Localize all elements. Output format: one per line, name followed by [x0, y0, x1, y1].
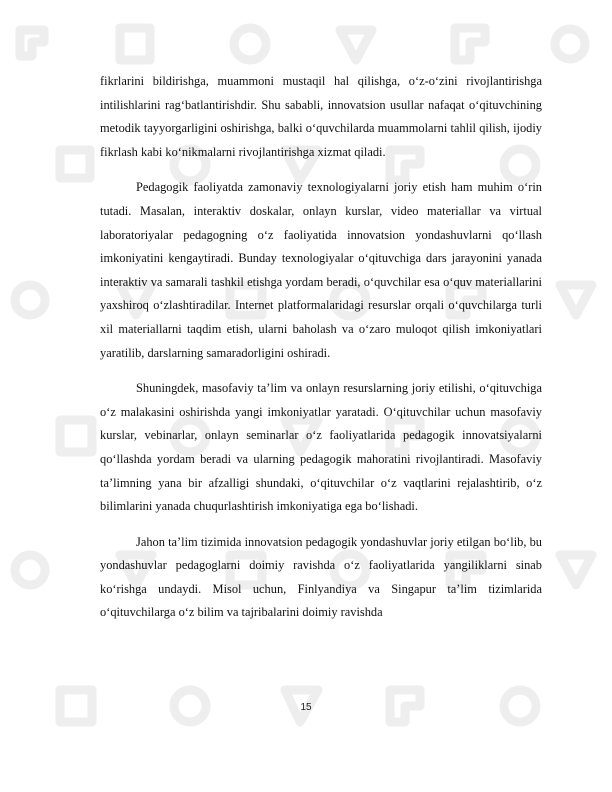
paragraph-3: Shuningdek, masofaviy ta’lim va onlayn resurslarning joriy etilishi, o‘qituvchiga o‘z malakasini oshirishda yangi imkoniyatlar yaratadi. O‘qituvchilar uchun masofaviy kurslar, vebinarlar, onlayn seminarlar o‘z faoliyatlarida pedagogik innovatsiyalarni qo‘llashda yordam beradi va ularning pedagogik mahoratini rivojlantiradi. Masofaviy ta’limning yana bir afzalligi shundaki, o‘qituvchilar o‘z vaqtlarini rejalashtirib, o‘z bilimlarini yanada chuqurlashtirish imkoniyatiga ega bo‘lishadi.: [100, 381, 542, 514]
paragraph-1: fikrlarini bildirishga, muammoni mustaqil hal qilishga, o‘z-o‘zini rivojlantirishga intilishlarini rag‘batlantirishdir. Shu sababli, innovatsion usullar nafaqat o‘qituvchining metodik tayyorgarligini oshirishga, balki o‘quvchilarda muammolarni tahlil qilish, ijodiy fikrlash kabi ko‘nikmalarni rivojlantirishga xizmat qiladi.: [100, 74, 542, 159]
document-body: [100, 70, 542, 637]
paragraph-4: Jahon ta’lim tizimida innovatsion pedagogik yondashuvlar joriy etilgan bo‘lib, bu yondashuvlar pedagoglarni doimiy ravishda o‘z faoliyatlarida yangiliklarni sinab ko‘rishga undaydi. Misol uchun, Finlyandiya va Singapur ta’lim tizimlarida o‘qituvchilarga o‘z bilim va tajribalarini doimiy ravishda: [100, 534, 542, 620]
paragraph-2: Pedagogik faoliyatda zamonaviy texnologiyalarni joriy etish ham muhim o‘rin tutadi. Masalan, interaktiv doskalar, onlayn kurslar, video materiallar va virtual laboratoriyalar pedagogning o‘z faoliyatida innovatsion yondashuvlarni qo‘llash imkoniyatini kengaytiradi. Bunday texnologiyalar o‘qituvchiga dars jarayonini yanada interaktiv va samarali tashkil etishga yordam beradi, o‘quvchilar esa o‘quv materiallarini yaxshiroq o‘zlashtiradilar. Internet platformalaridagi resurslar orqali o‘quvchilarga turli xil materiallarni taqdim etish, ularni baholash va o‘zaro muloqot qilish imkoniyatlari yaratilib, darslarning samaradorligini oshiradi.: [100, 180, 542, 360]
page-number: 15: [300, 702, 312, 713]
